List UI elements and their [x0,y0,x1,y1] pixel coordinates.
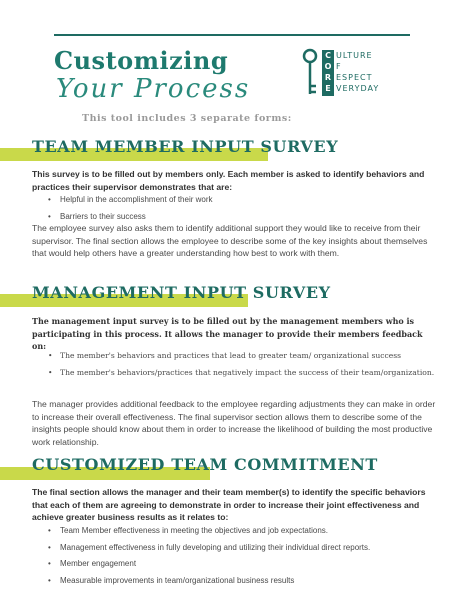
key-icon [300,48,322,98]
list-item: • The member's behaviors/practices that negatively impact the success of their team/organization. [48,367,438,380]
logo-letter-e: E [325,84,331,93]
title-line-1: Customizing [54,46,229,75]
section-1-body: The employee survey also asks them to identify additional support they would like to receive from their supervisor. The final section allows the employee to describe some of the key insights about themselves that would help others have a greater understanding how best to work with them. [32,223,428,258]
logo-word-respect: ESPECT [336,73,373,82]
logo-letter-o: O [324,62,332,71]
section-3-bullets [48,525,438,591]
logo-word-everyday: VERYDAY [336,84,380,93]
list-item: • Management effectiveness in fully developing and utilizing their individual direct reports. [48,542,438,555]
section-2-body: The manager provides additional feedback to the employee regarding adjustments they can make in order to increase their overall effectiveness. The final supervisor section allows them to describe some of the insights people should know about them in order to increase the likelihood of building the most productive work relationship. [32,399,436,447]
section-3-intro: The final section allows the manager and their team member(s) to identify the specific behaviors that each of them are agreeing to demonstrate in order to increase their joint effectiveness and achieve greater business results as it relates to: [32,487,426,522]
logo-word-culture: ULTURE [336,51,373,60]
core-logo [300,44,410,100]
section-1-heading: TEAM MEMBER INPUT SURVEY [32,137,339,156]
section-2-intro: The management input survey is to be filled out by the management members who is participating in this process. It allows the manager to provide their members feedback on: [32,316,423,351]
list-item: • Member engagement [48,558,438,571]
section-2-heading: MANAGEMENT INPUT SURVEY [32,283,331,302]
section-1-intro: This survey is to be filled out by members only. Each member is asked to identify behaviors and practices their supervisor demonstrates that are: [32,169,425,192]
list-item: • Barriers to their success [48,211,438,224]
logo-word-of: F [336,62,342,71]
subtitle: This tool includes 3 separate forms: [82,113,292,124]
section-3-heading: CUSTOMIZED TEAM COMMITMENT [32,455,378,474]
logo-letter-c: C [325,51,331,60]
list-item: • Team Member effectiveness in meeting the objectives and job expectations. [48,525,438,538]
list-item: • Measurable improvements in team/organizational business results [48,575,438,588]
title-line-2: Your Process [56,74,251,104]
list-item: • The member's behaviors and practices that lead to greater team/ organizational success [48,350,438,363]
list-item: • Helpful in the accomplishment of their work [48,194,438,207]
top-rule [54,34,410,36]
section-2-bullets [48,350,438,383]
logo-letter-r: R [324,73,332,82]
